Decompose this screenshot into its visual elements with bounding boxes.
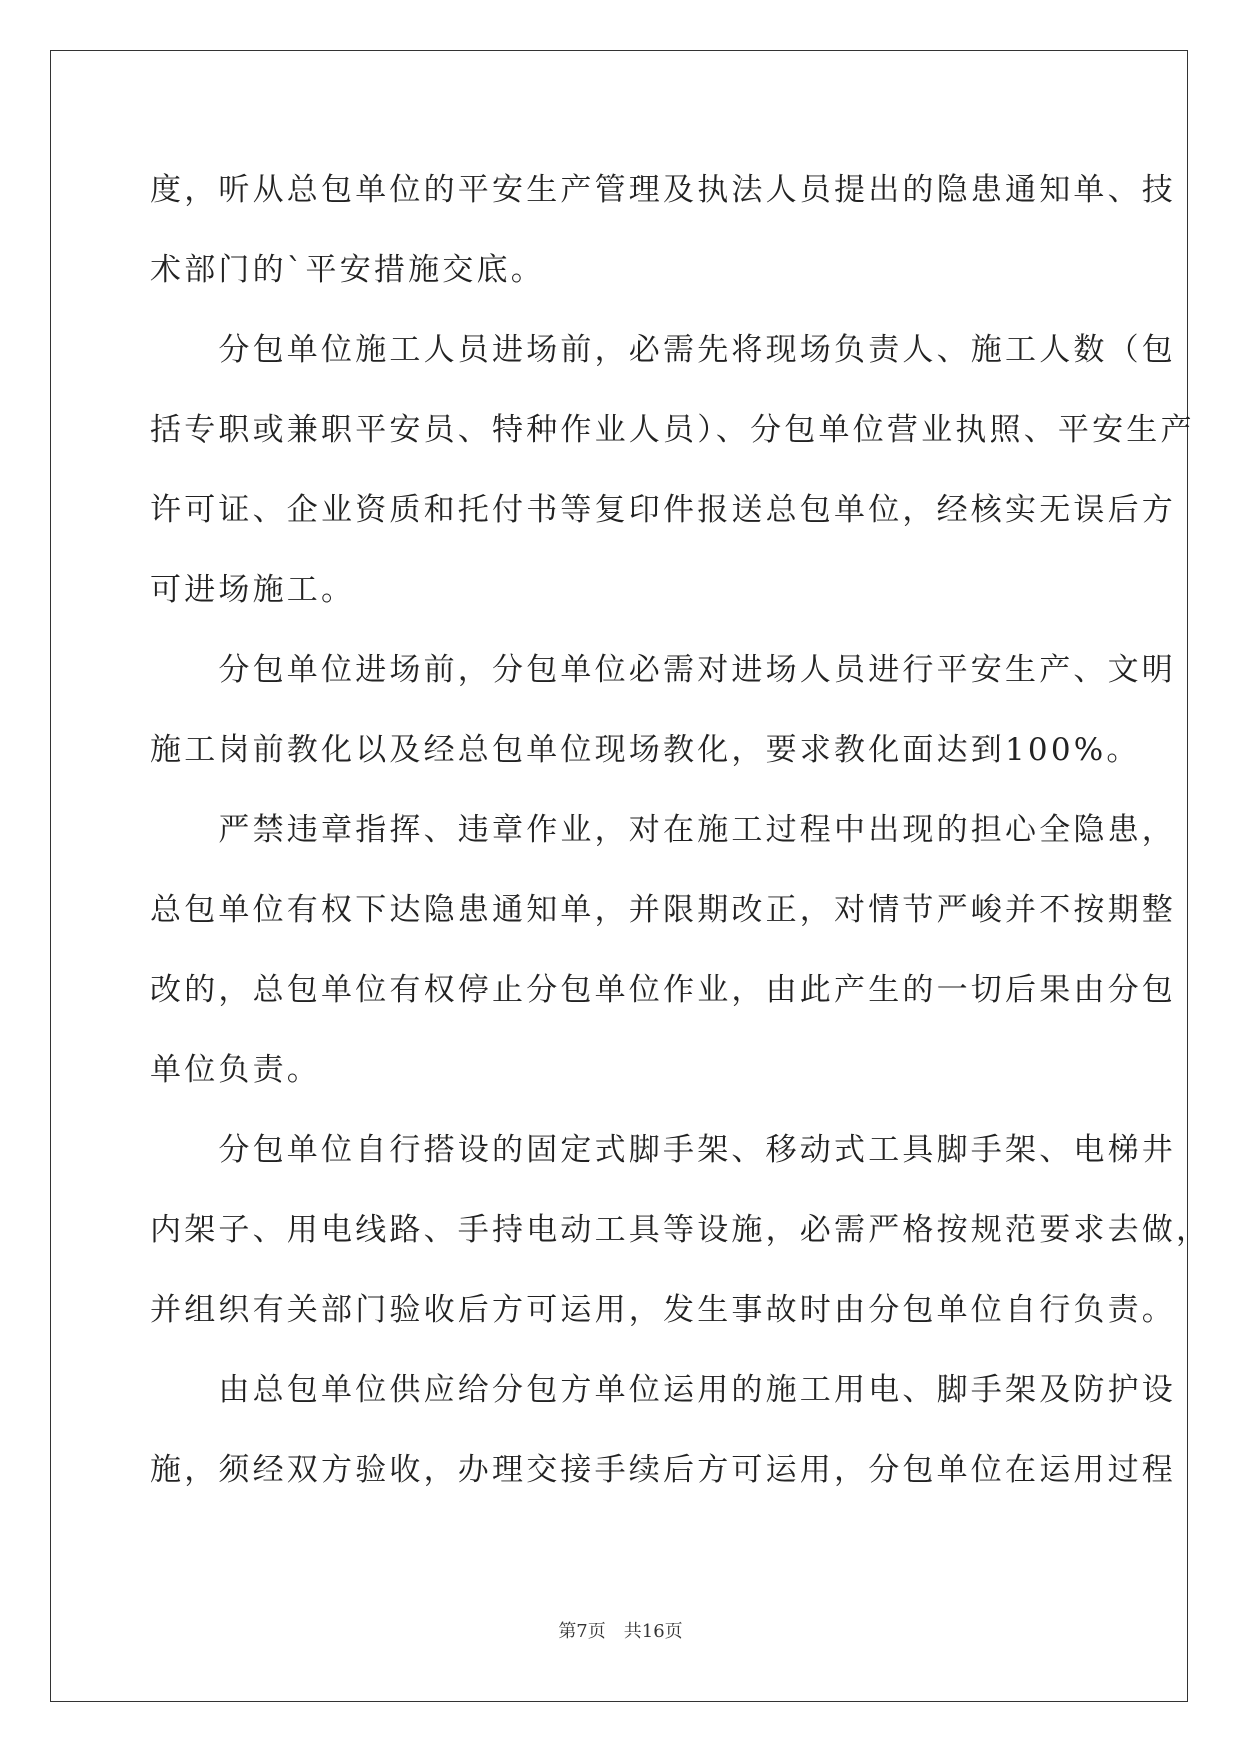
text-line: 可进场施工。	[150, 572, 356, 608]
text-line: 施工岗前教化以及经总包单位现场教化，要求教化面达到100%。	[150, 732, 1141, 768]
text-line: 改的，总包单位有权停止分包单位作业，由此产生的一切后果由分包	[150, 972, 1176, 1008]
text-line: 施，须经双方验收，办理交接手续后方可运用，分包单位在运用过程	[150, 1452, 1176, 1488]
text-line: 由总包单位供应给分包方单位运用的施工用电、脚手架及防护设	[150, 1372, 1176, 1408]
text-line: 总包单位有权下达隐患通知单，并限期改正，对情节严峻并不按期整	[150, 892, 1176, 928]
text-line: 内架子、用电线路、手持电动工具等设施，必需严格按规范要求去做，	[150, 1212, 1211, 1248]
text-line: 括专职或兼职平安员、特种作业人员）、分包单位营业执照、平安生产	[150, 412, 1195, 448]
document-body	[150, 160, 1211, 1520]
text-line: 分包单位自行搭设的固定式脚手架、移动式工具脚手架、电梯井	[150, 1132, 1176, 1168]
text-line: 分包单位施工人员进场前，必需先将现场负责人、施工人数（包	[150, 332, 1176, 368]
text-line: 严禁违章指挥、违章作业，对在施工过程中出现的担心全隐患，	[150, 812, 1176, 848]
text-line: 许可证、企业资质和托付书等复印件报送总包单位，经核实无误后方	[150, 492, 1176, 528]
text-line: 分包单位进场前，分包单位必需对进场人员进行平安生产、文明	[150, 652, 1176, 688]
text-line: 并组织有关部门验收后方可运用，发生事故时由分包单位自行负责。	[150, 1292, 1176, 1328]
text-line: 术部门的`平安措施交底。	[150, 252, 545, 288]
text-line: 单位负责。	[150, 1052, 321, 1088]
page-footer: 第7页 共16页	[558, 1621, 683, 1642]
text-line: 度，听从总包单位的平安生产管理及执法人员提出的隐患通知单、技	[150, 172, 1176, 208]
